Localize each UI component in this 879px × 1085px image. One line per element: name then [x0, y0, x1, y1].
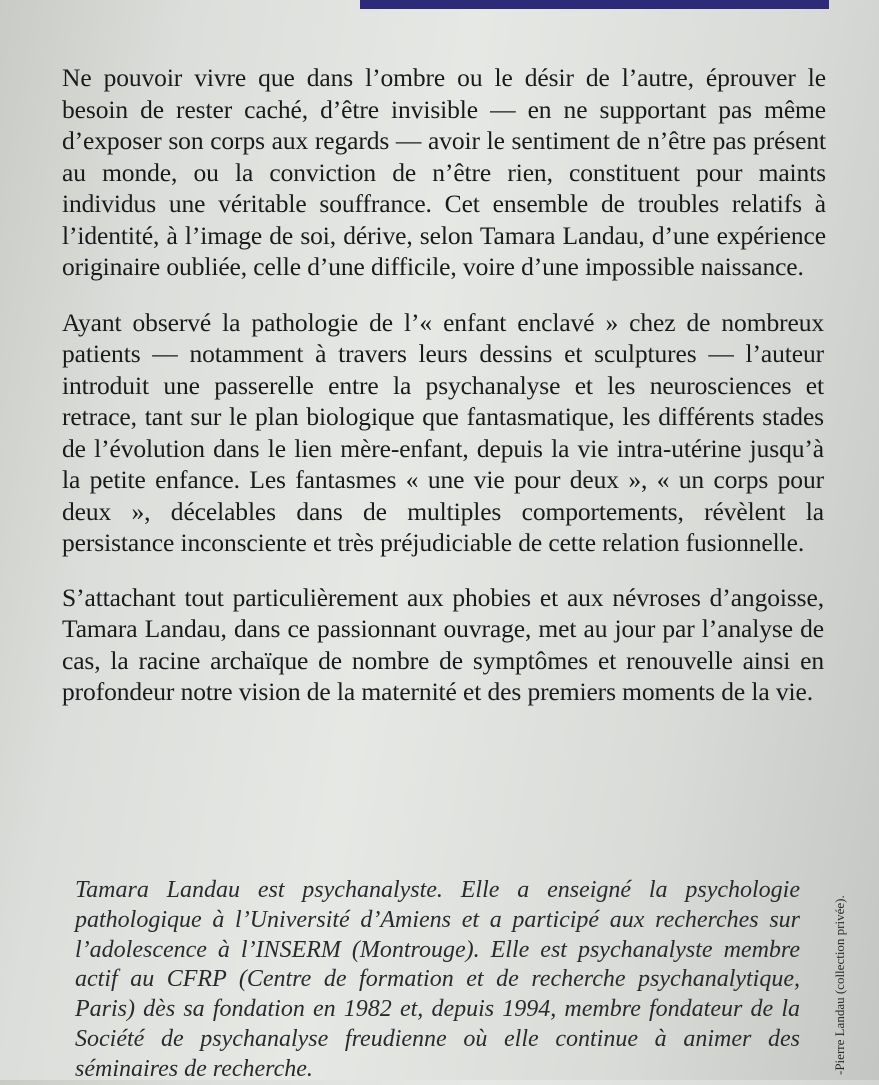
- author-bio: Tamara Landau est psychanalyste. Elle a enseigné la psychologie pathologique à l’Université d’Amiens et a participé aux recherches sur l’adolescence à l’INSERM (Montrouge). Elle est psychanalyste membre actif au CFRP (Centre de formation et de recherche psychanalytique, Paris) dès sa fondation en 1982 et, depuis 1994, membre fondateur de la Société de psychanalyse freudienne où elle continue à animer des séminaires de recherche.: [75, 877, 800, 1082]
- blurb-paragraph-1: Ne pouvoir vivre que dans l’ombre ou le désir de l’autre, éprouver le besoin de rester caché, d’être invisible — en ne supportant pas même d’exposer son corps aux regards — avoir le sentiment de n’être pas présent au monde, ou la conviction de n’être rien, constituent pour maints individus une véritable souffrance. Cet ensemble de troubles relatifs à l’identité, à l’image de soi, dérive, selon Tamara Landau, d’une expérience originaire oubliée, celle d’une difficile, voire d’une impossible naissance.: [62, 63, 826, 281]
- cover-top-bar: [360, 0, 829, 9]
- blurb-paragraph-3: S’attachant tout particulièrement aux phobies et aux névroses d’angoisse, Tamara Landau, dans ce passionnant ouvrage, met au jour par l’analyse de cas, la racine archaïque de nombre de symptômes et renouvelle ainsi en profondeur notre vision de la maternité et des premiers moments de la vie.: [62, 582, 824, 706]
- photo-credit: -Pierre Landau (collection privée).: [832, 895, 847, 1075]
- blurb-paragraph-2: Ayant observé la pathologie de l’« enfant enclavé » chez de nombreux patients — notamment à travers leurs dessins et sculptures — l’auteur introduit une passerelle entre la psychanalyse et les neurosciences et retrace, tant sur le plan biologique que fantasmatique, les différents stades de l’évolution dans le lien mère-enfant, depuis la vie intra-utérine jusqu’à la petite enfance. Les fantasmes « une vie pour deux », « un corps pour deux », décelables dans de multiples comportements, révèlent la persistance inconsciente et très préjudiciable de cette relation fusionnelle.: [62, 307, 824, 557]
- back-cover-blurb: [62, 62, 824, 708]
